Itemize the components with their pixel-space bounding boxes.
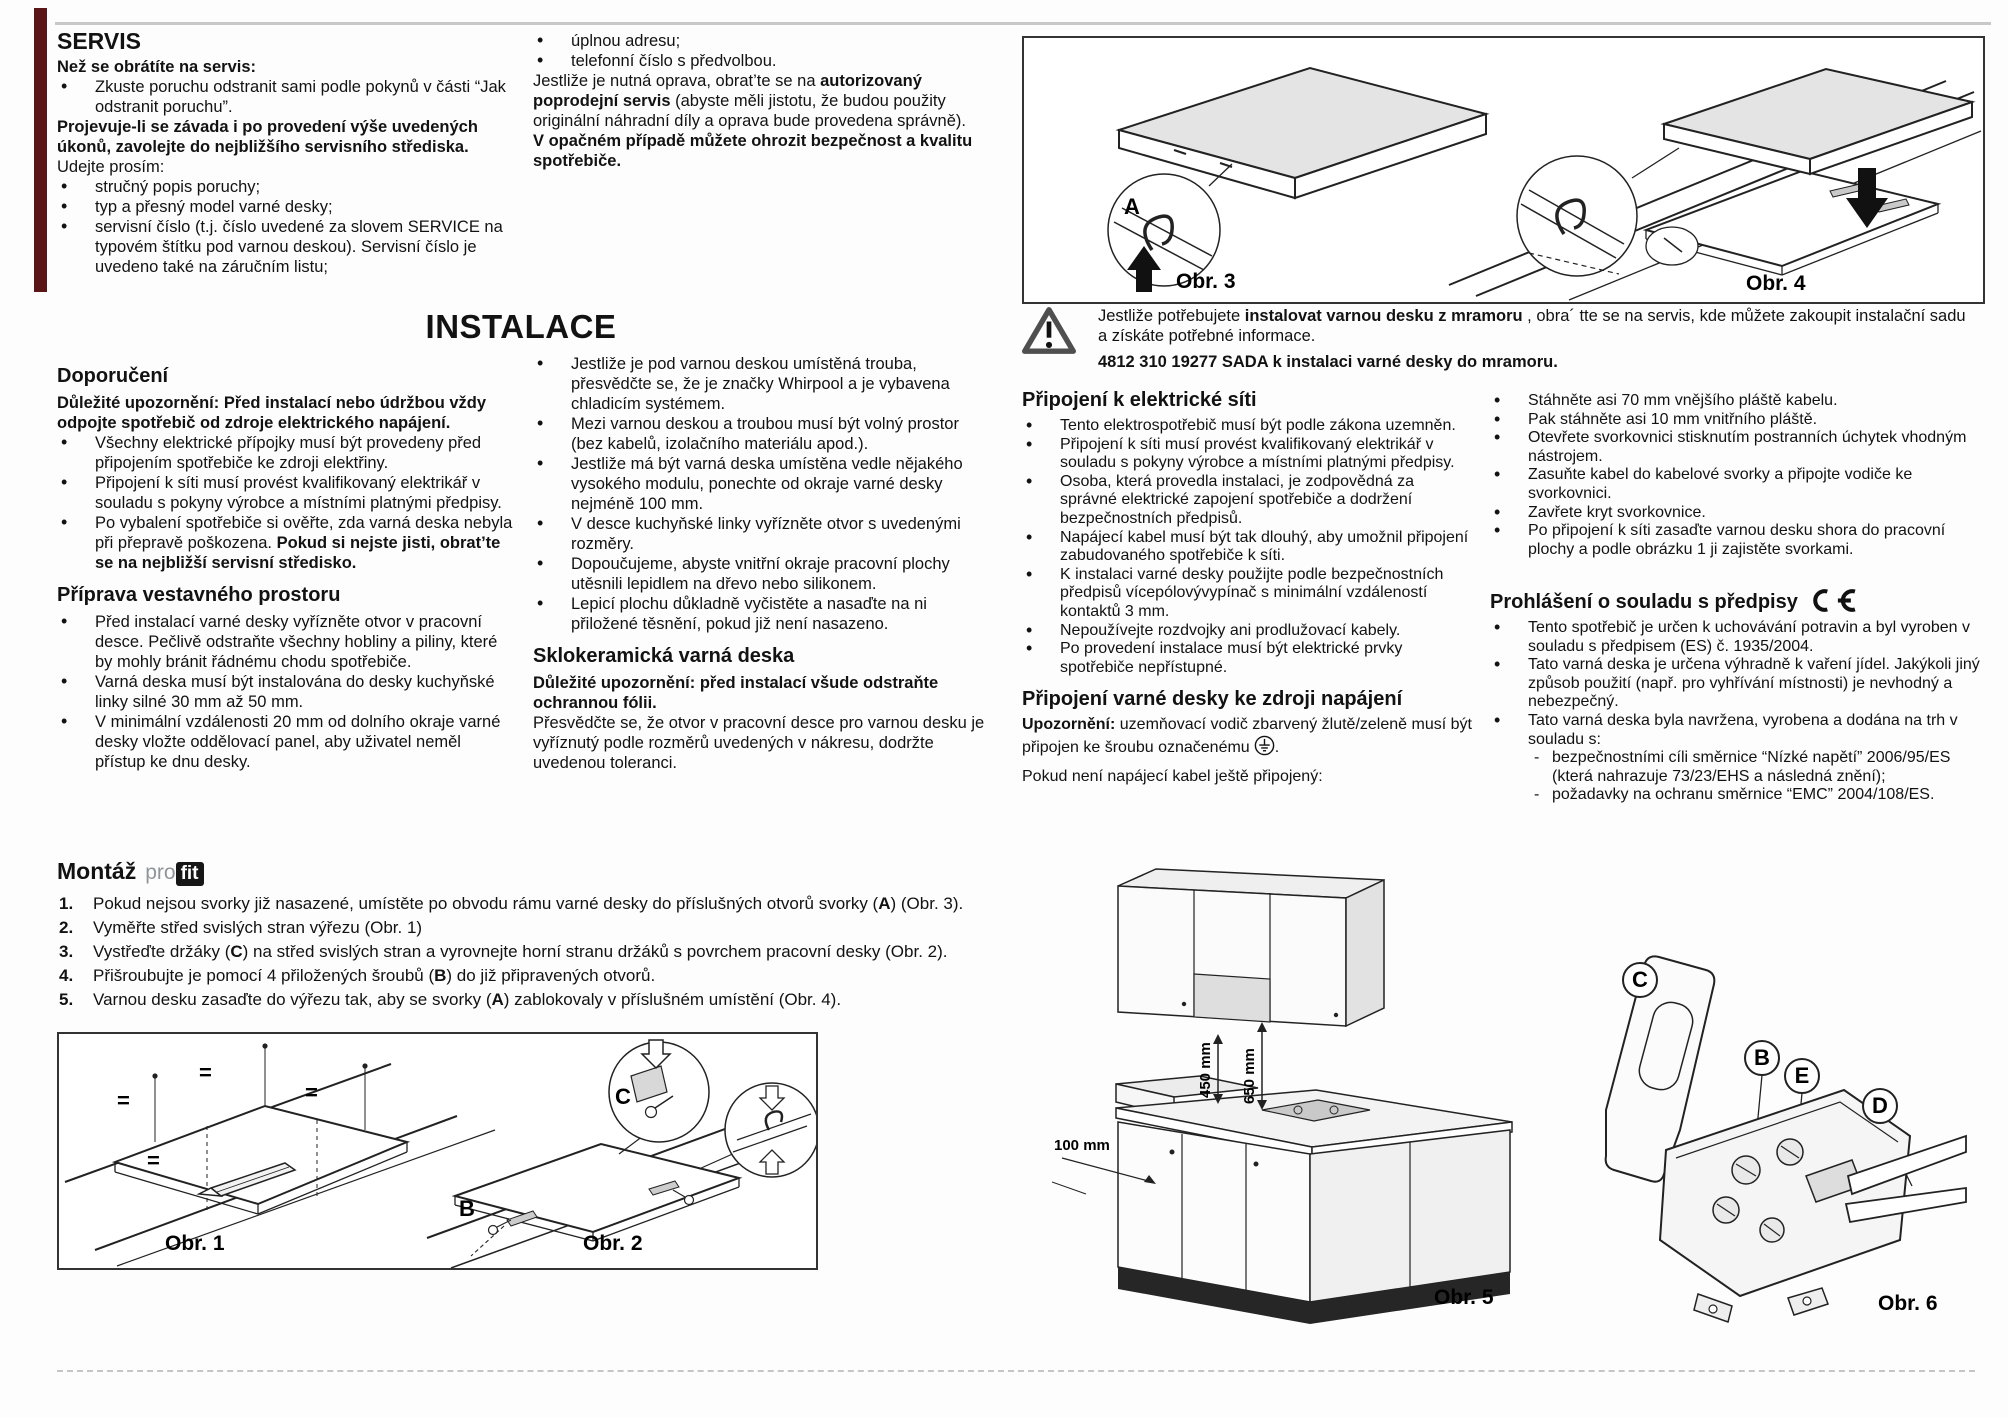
figure-obr6: [1548, 938, 1968, 1346]
fig5-label: Obr. 5: [1434, 1286, 1494, 1309]
figure-obr5: [1052, 852, 1522, 1347]
list-item: • Před instalací varné desky vyřízněte otvor v pracovní desce. Pečlivě odstraňte všechny hobliny a piliny, které by mohly bránit řádnému chodu spotřebiče.: [57, 612, 515, 672]
step-number: 3.: [59, 942, 74, 961]
sklokeramicka-important: Důležité upozornění: před instalací všude odstraňte ochrannou fólii.: [533, 674, 939, 712]
fig4-label: Obr. 4: [1746, 272, 1806, 295]
equal-mark: =: [199, 1060, 212, 1085]
text-run: (abyste měli jistotu, že budou použity originální náhradní díly a oprava bude provedena správně).: [533, 92, 966, 130]
list-item: [57, 893, 1069, 914]
marble-note-para: [1098, 306, 1978, 346]
text-run-bold: A: [878, 894, 891, 913]
section-marble-note: [1022, 306, 1978, 372]
text-run-bold: A: [491, 990, 504, 1009]
text-run: Jestliže potřebujete: [1098, 307, 1245, 325]
sklokeramicka-body: Přesvědčte se, že otvor v pracovní desce pro varnou desku je vyříznutý podle rozměrů uvedených v nákresu, dodržte uvedenou toleranci.: [533, 714, 985, 772]
magnifier-circle: [1517, 156, 1637, 276]
list-item: [57, 989, 1069, 1010]
servis-warning: V opačném případě můžete ohrozit bezpečnost a kvalitu spotřebiče.: [533, 132, 973, 170]
list-item: • servisní číslo (t.j. číslo uvedené za slovem SERVICE na typovém štítku pod varnou deskou). Servisní číslo je uvedeno také na záručním listu;: [57, 217, 509, 277]
list-item: • Zasuňte kabel do kabelové svorky a připojte vodiče ke svorkovnici.: [1490, 466, 1978, 503]
prohlaseni-heading: [1490, 588, 1982, 614]
section-pripojeni-sit: [1022, 388, 1474, 786]
fig2-letter-c: C: [615, 1084, 631, 1109]
list-item: [57, 917, 1069, 938]
section-montaz: [57, 858, 1069, 1013]
list-item: • Otevřete svorkovnici stisknutím postranních úchytek vhodným nástrojem.: [1490, 429, 1978, 466]
section-servis: [57, 28, 509, 277]
text-run: , obra´ tte se na servis, kde můžete zakoupit instalační sadu a získáte potřebné informace.: [1098, 307, 1966, 345]
list-item: • Zavřete kryt svorkovnice.: [1490, 504, 1978, 523]
fig5-dim-650: 650 mm: [1241, 1048, 1258, 1104]
fig6-letter-c: C: [1632, 967, 1648, 992]
fig6-letter-d: D: [1872, 1093, 1888, 1118]
section-kabel-steps: [1490, 392, 1978, 559]
fig1-label: Obr. 1: [165, 1232, 225, 1255]
list-item: • Stáhněte asi 70 mm vnějšího pláště kabelu.: [1490, 392, 1978, 411]
servis-info-list: [57, 177, 509, 277]
text-run: Varnou desku zasaďte do výřezu tak, aby se svorky (: [93, 990, 492, 1009]
kabel-steps-list: [1490, 392, 1978, 559]
list-item: • Osoba, která provedla instalaci, je zodpovědná za správné elektrické zapojení spotřebiče a dodržení bezpečnostních předpisů.: [1022, 473, 1474, 529]
list-item: • Pak stáhněte asi 10 mm vnitřního pláště.: [1490, 411, 1978, 430]
figure-obr1-obr2: [57, 1032, 818, 1270]
text-run: .: [1274, 738, 1280, 756]
fig6-letter-e: E: [1794, 1063, 1810, 1088]
text-run: ) (Obr. 3).: [890, 894, 964, 913]
profit-logo-fit: fit: [176, 862, 204, 886]
list-item: • Zkuste poruchu odstranit sami podle pokynů v části “Jak odstranit poruchu”.: [57, 77, 509, 117]
doporuceni-important: Důležité upozornění: Před instalací nebo údržbou vždy odpojte spotřebič od zdroje elektrického napájení.: [57, 394, 487, 432]
list-item: • Napájecí kabel musí být tak dlouhý, aby umožnil připojení zabudovaného spotřebiče k síti.: [1022, 529, 1474, 566]
profit-logo: [145, 861, 203, 885]
list-item: • Připojení k síti musí provést kvalifikovaný elektrikář v souladu s pokyny výrobce a místními platnými předpisy.: [1022, 436, 1474, 473]
instalace-list: [533, 354, 988, 634]
text-run: Vyměřte střed svislých stran výřezu (Obr. 1): [93, 918, 423, 937]
list-item: • Jestliže má být varná deska umístěna vedle nějakého vysokého modulu, ponechte od okraje varné desky nejméně 100 mm.: [533, 454, 988, 514]
ground-symbol-icon: [1254, 735, 1275, 756]
marble-kit-code: 4812 310 19277 SADA k instalaci varné desky do mramoru.: [1098, 353, 1558, 371]
obr1-obr2-drawing: [59, 1034, 816, 1268]
section-prohlaseni: [1490, 588, 1982, 805]
text-run: uzemňovací vodič zbarvený žlutě/zeleně musí být připojen ke šroubu označenému: [1022, 716, 1472, 756]
text-run: Přišroubujte je pomocí 4 přiložených šroubů (: [93, 966, 435, 985]
montaz-title: Montáž: [57, 858, 137, 884]
profit-logo-pro: pro: [145, 861, 176, 884]
fig3-letter-a: A: [1124, 194, 1140, 219]
page-top-rule: [55, 22, 1991, 25]
text-run: Vystřeďte držáky (: [93, 942, 231, 961]
instalace-title: INSTALACE: [425, 308, 617, 345]
montaz-steps: [57, 893, 1069, 1010]
prohlaseni-list: [1490, 619, 1982, 805]
text-run: ) zablokovaly v příslušném umístění (Obr. 4).: [503, 990, 842, 1009]
priprava-heading: Příprava vestavného prostoru: [57, 584, 341, 606]
step-number: 4.: [59, 966, 74, 985]
warning-triangle-icon: [1022, 306, 1076, 355]
list-item: • stručný popis poruchy;: [57, 177, 509, 197]
list-item: [1490, 712, 1982, 805]
pripojeni-sit-list: [1022, 417, 1474, 677]
list-item: • Tento spotřebič je určen k uchovávání potravin a byl vyroben v souladu s předpisem (ES) č. 1935/2004.: [1490, 619, 1982, 656]
montaz-heading: [57, 858, 1069, 885]
list-item: • Všechny elektrické přípojky musí být provedeny před připojením spotřebiče ke zdroji elektřiny.: [57, 433, 515, 473]
servis-intro: Než se obrátíte na servis:: [57, 58, 256, 76]
sub-list-item: - požadavky na ochranu směrnice “EMC” 2004/108/ES.: [1528, 786, 1982, 805]
list-item: • Dopoučujeme, abyste vnitřní okraje pracovní plochy utěsnili lepidlem na dřevo nebo silikonem.: [533, 554, 988, 594]
fig6-label: Obr. 6: [1878, 1292, 1938, 1315]
text-run: ) do již připravených otvorů.: [446, 966, 656, 985]
doporuceni-heading: Doporučení: [57, 365, 169, 387]
text-run-bold: Upozornění:: [1022, 716, 1116, 734]
sklokeramicka-heading: Sklokeramická varná deska: [533, 645, 795, 667]
sub-list-item: - bezpečnostními cíli směrnice “Nízké napětí” 2006/95/ES (která nahrazuje 73/23/EHS a následná znění);: [1528, 749, 1982, 786]
list-item: [57, 941, 1069, 962]
fig6-letter-b: B: [1754, 1045, 1770, 1070]
step-number: 1.: [59, 894, 74, 913]
obr3-obr4-drawing: [1024, 38, 1983, 302]
servis-escalate: Projevuje-li se závada i po provedení výše uvedených úkonů, zavolejte do nejbližšího servisního střediska.: [57, 118, 478, 156]
text-run-bold: Pokud si nejste jisti, obrat’te se na nejbližší servisní středisko.: [95, 534, 501, 572]
text-run-bold: instalovat varnou desku z mramoru: [1244, 307, 1523, 325]
servis-try-list: [57, 77, 509, 117]
marble-note-text: [1098, 306, 1978, 372]
list-item: • Připojení k síti musí provést kvalifikovaný elektrikář v souladu s pokyny výrobce a místními platnými předpisy.: [57, 473, 515, 513]
list-item: • V desce kuchyňské linky vyřízněte otvor s uvedenými rozměry.: [533, 514, 988, 554]
pripojeni-zdroj-heading: Připojení varné desky ke zdroji napájení: [1022, 688, 1403, 711]
figure-obr3-obr4: [1022, 36, 1985, 304]
list-item: • Jestliže je pod varnou deskou umístěná trouba, přesvědčte se, že je značky Whirpool a je vybavena chladicím systémem.: [533, 354, 988, 414]
step-number: 5.: [59, 990, 74, 1009]
section-doporuceni: [57, 364, 515, 772]
list-item: • Mezi varnou deskou a troubou musí být volný prostor (bez kabelů, izolačního materiálu apod.).: [533, 414, 988, 454]
ce-mark-icon: [1807, 588, 1859, 613]
list-item: [57, 965, 1069, 986]
page-bottom-rule: [57, 1370, 1975, 1372]
section-instalace-bullets: [533, 354, 988, 773]
fig3-label: Obr. 3: [1176, 270, 1236, 293]
priprava-list: [57, 612, 515, 772]
text-run: Tato varná deska byla navržena, vyrobena a dodána na trh v souladu s:: [1528, 711, 1958, 748]
servis-title: SERVIS: [57, 28, 141, 54]
text-run: Po vybalení spotřebiče si ověřte, zda varná deska nebyla při přepravě poškozena.: [95, 514, 513, 552]
doporuceni-list: [57, 433, 515, 573]
fig5-dim-100: 100 mm: [1054, 1137, 1110, 1154]
list-item: • Lepicí plochu důkladně vyčistěte a nasaďte na ni přiložené těsnění, pokud již není nasazeno.: [533, 594, 988, 634]
fig2-label: Obr. 2: [583, 1232, 643, 1255]
pripojeni-zdroj-note: [1022, 716, 1474, 757]
text-run: Pokud nejsou svorky již nasazené, umístěte po obvodu rámu varné desky do příslušných otvorů svorky (: [93, 894, 879, 913]
list-item: • V minimální vzdálenosti 20 mm od dolního okraje varné desky vložte oddělovací panel, aby uživatel neměl přístup ke dnu desky.: [57, 712, 515, 772]
list-item: • K instalaci varné desky použijte podle bezpečnostních předpisů vícepólovývypínač s minimální vzdáleností kontaktů 3 mm.: [1022, 566, 1474, 622]
list-item: • Varná deska musí být instalována do desky kuchyňské linky silné 30 mm až 50 mm.: [57, 672, 515, 712]
list-item: • úplnou adresu;: [533, 31, 985, 51]
list-item: • Po připojení k síti zasaďte varnou desku shora do pracovní plochy a podle obrázku 1 ji zajistěte svorkami.: [1490, 522, 1978, 559]
pripojeni-sit-heading: Připojení k elektrické síti: [1022, 389, 1257, 411]
section-servis-continued: [533, 31, 985, 171]
equal-mark: =: [305, 1080, 318, 1105]
servis-repair-para: [533, 71, 985, 131]
page-edge-mark: [34, 8, 47, 292]
obr5-drawing: [1052, 852, 1522, 1347]
list-item: • Tato varná deska je určena výhradně k vaření jídel. Jakýkoli jiný způsob použití (např. pro vyhřívání místnosti) je nevhodný a nebezpečný.: [1490, 656, 1982, 712]
list-item: • Po provedení instalace musí být elektrické prvky spotřebiče nepřístupné.: [1022, 640, 1474, 677]
text-run-bold: autorizovaný poprodejní servis: [533, 72, 922, 110]
obr6-drawing: [1548, 938, 1968, 1346]
text-run: Jestliže je nutná oprava, obrat’te se na: [533, 72, 821, 90]
list-item: • Nepoužívejte rozdvojky ani prodlužovací kabely.: [1022, 622, 1474, 641]
step-number: 2.: [59, 918, 74, 937]
pripojeni-zdroj-ifnot: Pokud není napájecí kabel ještě připojený:: [1022, 767, 1323, 785]
equal-mark: =: [147, 1148, 160, 1173]
list-item: • typ a přesný model varné desky;: [57, 197, 509, 217]
equal-mark: =: [117, 1088, 130, 1113]
text-run-bold: C: [230, 942, 243, 961]
prohlaseni-heading-text: Prohlášení o souladu s předpisy: [1490, 591, 1798, 613]
servis-provide-label: Udejte prosím:: [57, 158, 165, 176]
servis-address-list: [533, 31, 985, 71]
text-run-bold: B: [434, 966, 447, 985]
list-item: • telefonní číslo s předvolbou.: [533, 51, 985, 71]
fig2-letter-b: B: [459, 1196, 475, 1221]
list-item: • Tento elektrospotřebič musí být podle zákona uzemněn.: [1022, 417, 1474, 436]
list-item: [57, 513, 515, 573]
fig5-dim-450: 450 mm: [1197, 1042, 1214, 1098]
text-run: ) na střed svislých stran a vyrovnejte horní stranu držáků s povrchem pracovní desky (Obr. 2).: [242, 942, 948, 961]
